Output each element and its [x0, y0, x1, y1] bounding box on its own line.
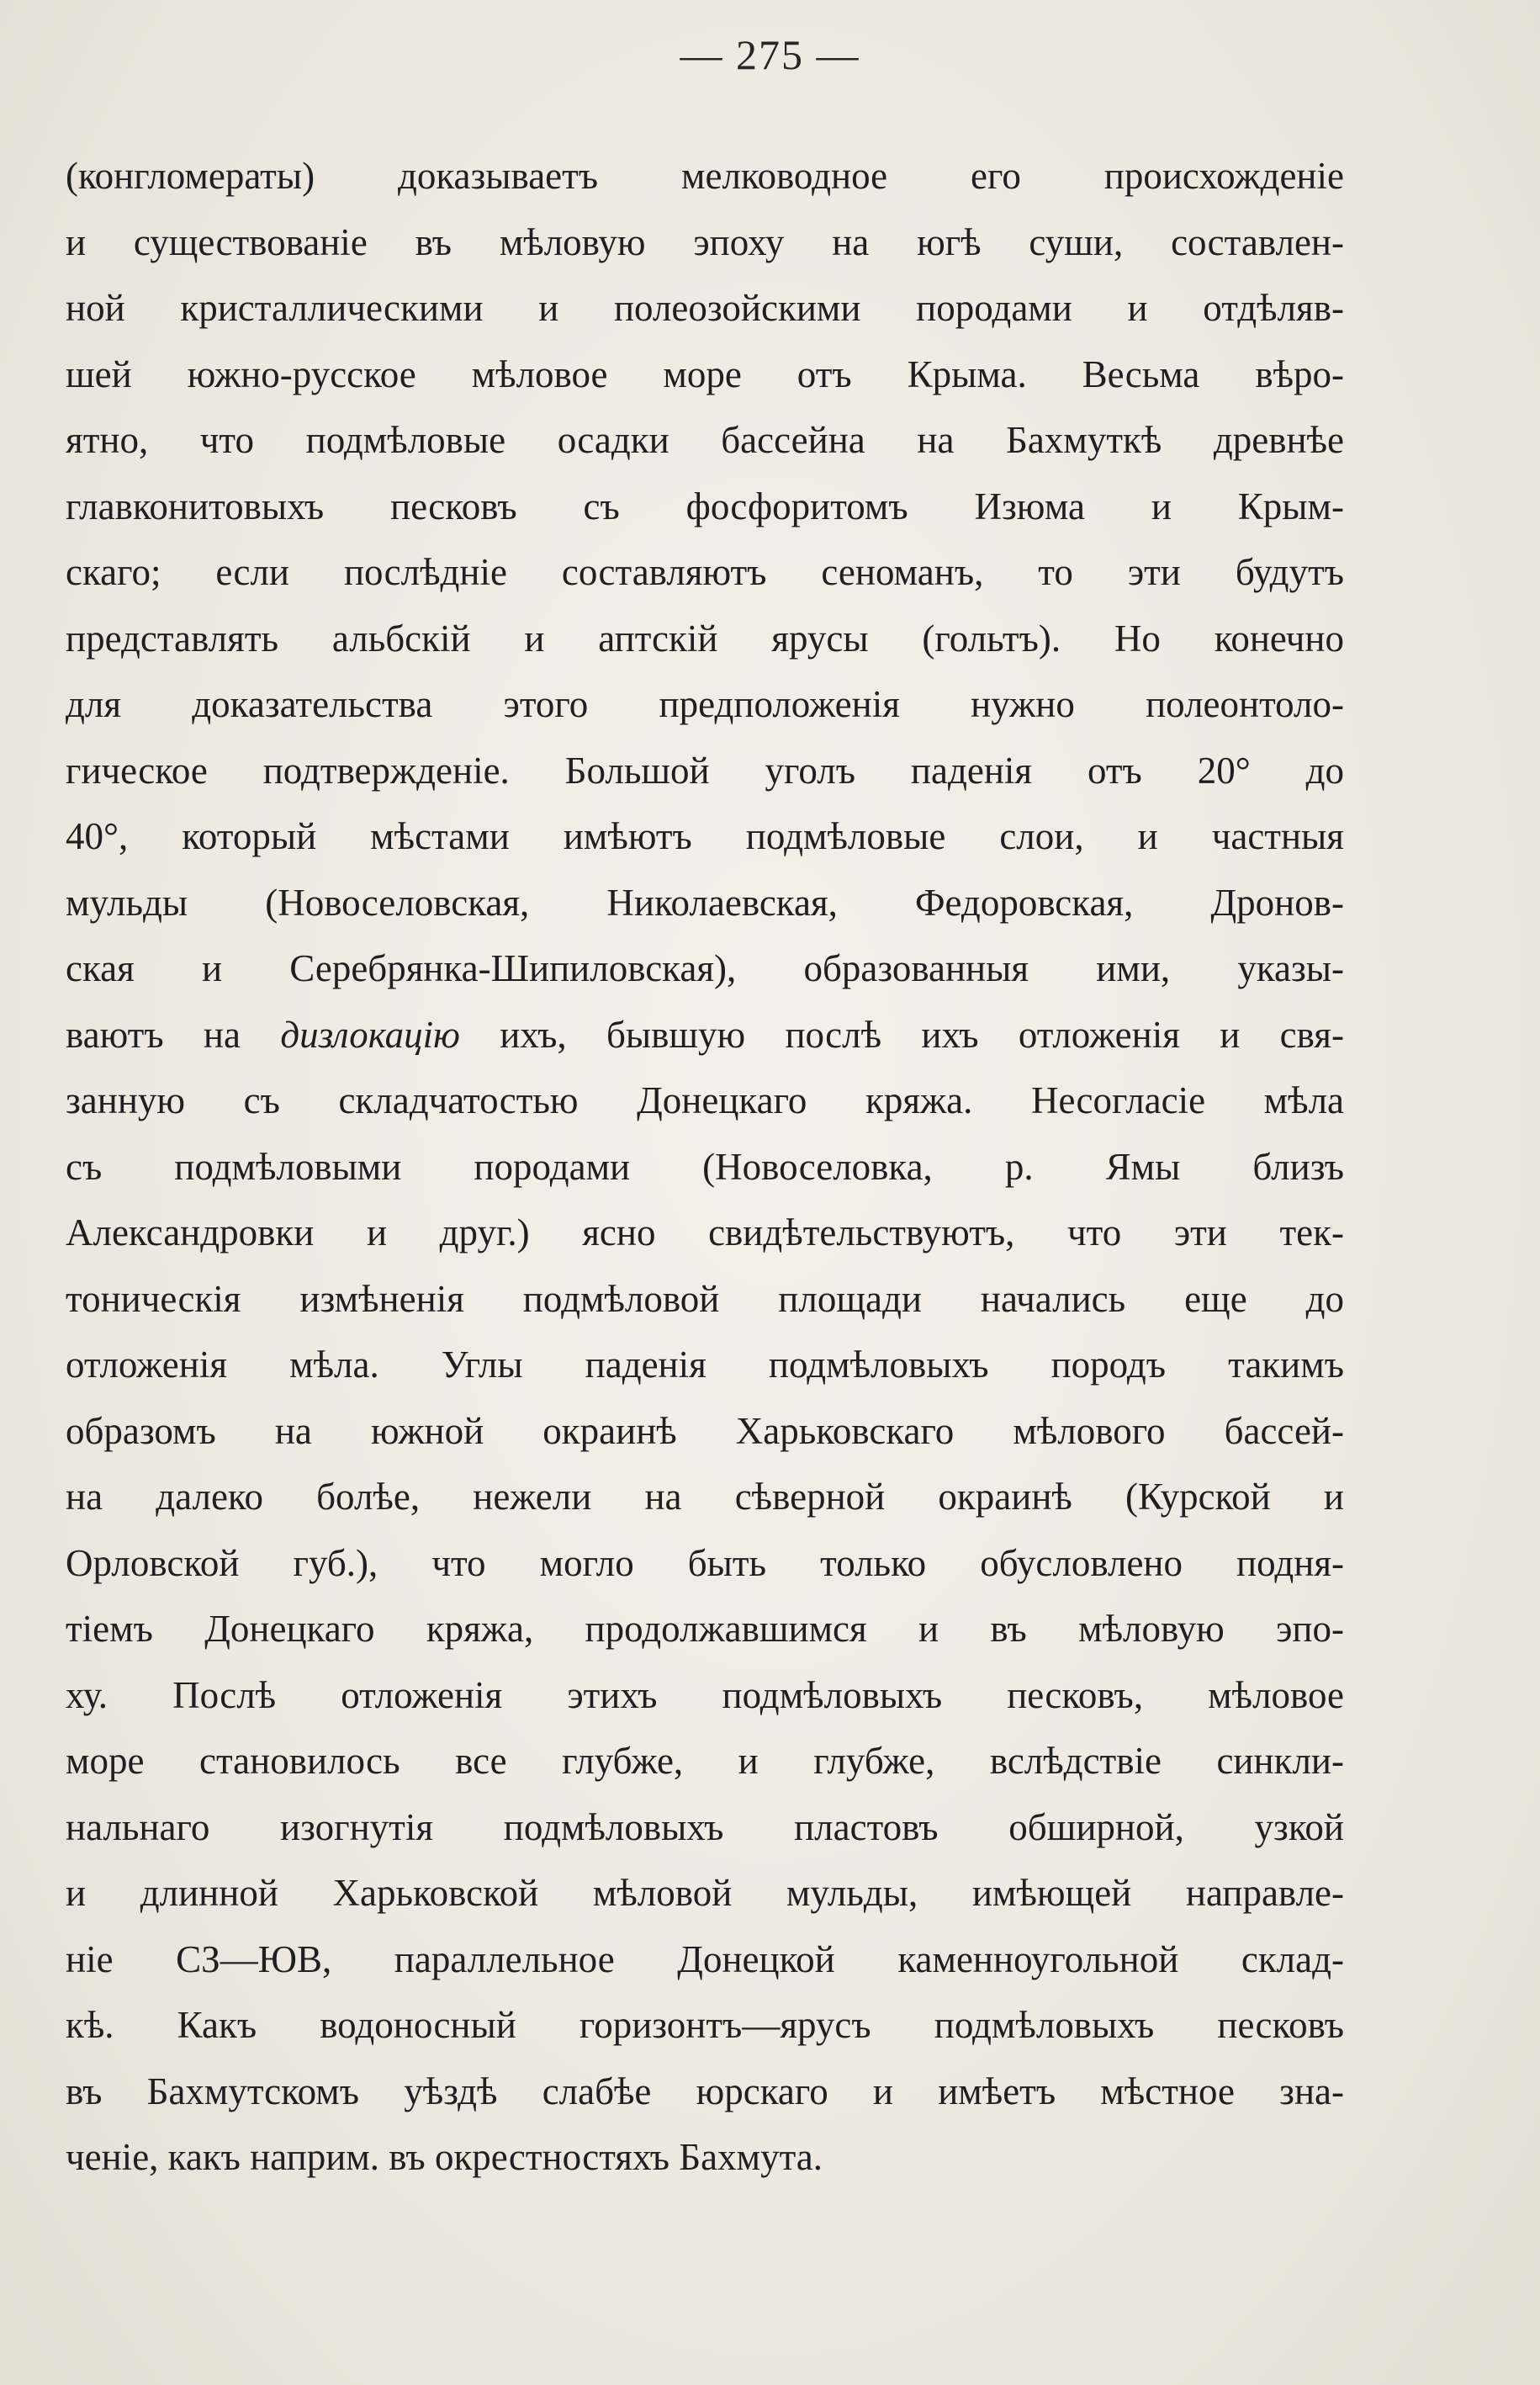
text-line-with-italic: [66, 1002, 1344, 1068]
text-line: представлять альбскій и аптскій ярусы (гольтъ). Но конечно: [66, 617, 1344, 660]
text-line: (конгломераты) доказываетъ мелководное его происхожденіе: [66, 155, 1344, 197]
italic-term: дизлокацію: [280, 1013, 460, 1056]
text-segment: ихъ, бывшую послѣ ихъ отложенія и свя-: [459, 1013, 1344, 1056]
text-line: занную съ складчатостью Донецкаго кряжа. Несогласіе мѣла: [66, 1079, 1344, 1121]
text-line: для доказательства этого предположенія нужно полеонтоло-: [66, 683, 1344, 725]
text-line: ятно, что подмѣловые осадки бассейна на Бахмуткѣ древнѣе: [66, 419, 1344, 461]
text-line: шей южно-русское мѣловое море отъ Крыма. Весьма вѣро-: [66, 352, 1344, 395]
text-line: тоническія измѣненія подмѣловой площади начались еще до: [66, 1277, 1344, 1320]
text-line: ніе СЗ—ЮВ, параллельное Донецкой каменноугольной склад-: [66, 1937, 1344, 1980]
text-line: кѣ. Какъ водоносный горизонтъ—ярусъ подмѣловыхъ песковъ: [66, 2004, 1344, 2046]
page-number: — 275 —: [680, 31, 860, 78]
text-line: ху. Послѣ отложенія этихъ подмѣловыхъ песковъ, мѣловое: [66, 1673, 1344, 1716]
text-line: скаго; если послѣдніе составляютъ сеноманъ, то эти будутъ: [66, 551, 1344, 593]
text-line: образомъ на южной окраинѣ Харьковскаго мѣлового бассей-: [66, 1409, 1344, 1452]
text-line: нальнаго изогнутія подмѣловыхъ пластовъ обширной, узкой: [66, 1805, 1344, 1848]
text-line: главконитовыхъ песковъ съ фосфоритомъ Изюма и Крым-: [66, 485, 1344, 527]
text-line: тіемъ Донецкаго кряжа, продолжавшимся и въ мѣловую эпо-: [66, 1608, 1344, 1650]
text-line: и длинной Харьковской мѣловой мульды, имѣющей направле-: [66, 1872, 1344, 1914]
text-line: ская и Серебрянка-Шипиловская), образованныя ими, указы-: [66, 947, 1344, 989]
text-line: и существованіе въ мѣловую эпоху на югѣ суши, составлен-: [66, 220, 1344, 263]
body-text: [66, 143, 1344, 2191]
text-line: Александровки и друг.) ясно свидѣтельствуютъ, что эти тек-: [66, 1211, 1344, 1253]
text-line: 40°, который мѣстами имѣютъ подмѣловые слои, и частныя: [66, 815, 1344, 857]
text-line-last: ченіе, какъ наприм. въ окрестностяхъ Бахмута.: [66, 2136, 823, 2178]
text-line: Орловской губ.), что могло быть только обусловлено подня-: [66, 1541, 1344, 1584]
text-line: мульды (Новоселовская, Николаевская, Федоровская, Дронов-: [66, 881, 1344, 924]
text-line: ной кристаллическими и полеозойскими породами и отдѣляв-: [66, 287, 1344, 329]
text-line: отложенія мѣла. Углы паденія подмѣловыхъ породъ такимъ: [66, 1344, 1344, 1386]
text-line: въ Бахмутскомъ уѣздѣ слабѣе юрскаго и имѣетъ мѣстное зна-: [66, 2070, 1344, 2112]
text-line: съ подмѣловыми породами (Новоселовка, р. Ямы близъ: [66, 1145, 1344, 1188]
text-line: на далеко болѣе, нежели на сѣверной окраинѣ (Курской и: [66, 1476, 1344, 1518]
text-line: море становилось все глубже, и глубже, вслѣдствіе синкли-: [66, 1740, 1344, 1782]
text-line: гическое подтвержденіе. Большой уголъ паденія отъ 20° до: [66, 749, 1344, 792]
text-segment: ваютъ на: [66, 1013, 281, 1056]
